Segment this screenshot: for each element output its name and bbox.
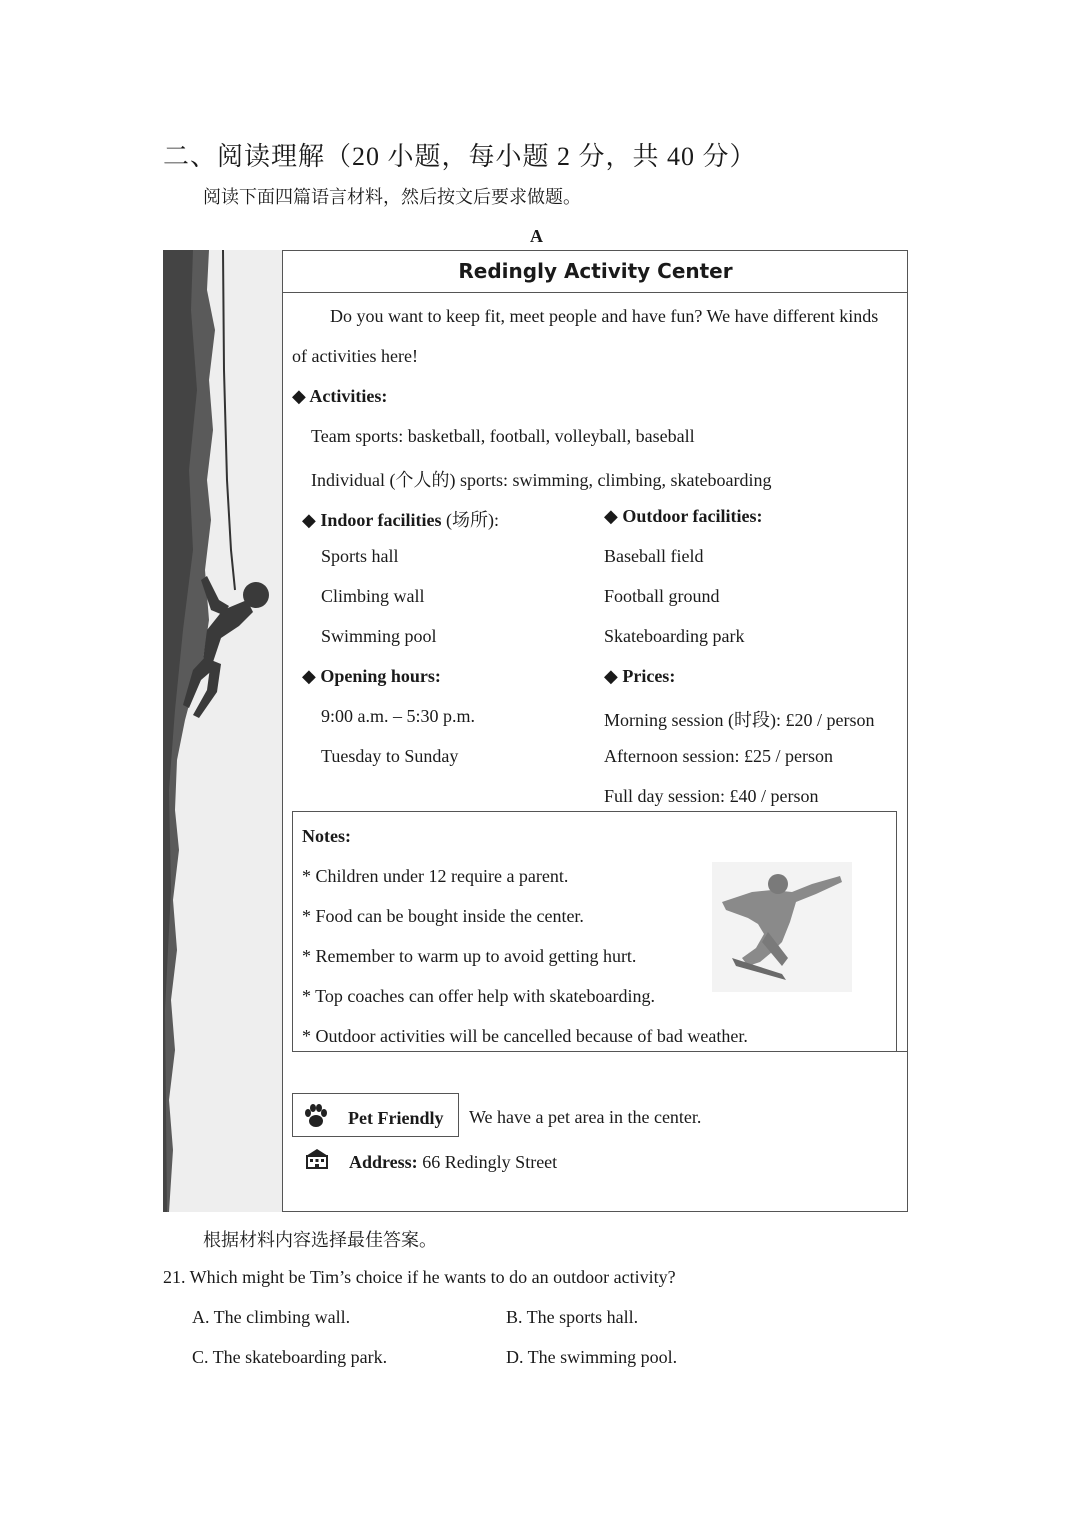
option-d: D. The swimming pool. <box>506 1347 678 1367</box>
skateboarder-illustration <box>712 862 852 992</box>
note-item: * Food can be bought inside the center. <box>302 906 584 926</box>
building-icon <box>304 1148 330 1170</box>
outdoor-item: Baseball field <box>604 546 704 566</box>
climber-illustration <box>163 250 283 1212</box>
address-value: 66 Redingly Street <box>417 1152 558 1172</box>
activities-heading <box>292 386 387 407</box>
team-sports: Team sports: basketball, football, volleyball, baseball <box>311 426 695 446</box>
option-b: B. The sports hall. <box>506 1307 639 1327</box>
hours-item: 9:00 a.m. – 5:30 p.m. <box>321 706 475 726</box>
activities-heading-text: Activities: <box>309 386 388 406</box>
pet-friendly-text: We have a pet area in the center. <box>469 1107 702 1127</box>
individual-sports: Individual (个人的) sports: swimming, climbing, skateboarding <box>311 470 772 490</box>
paw-icon <box>303 1104 329 1128</box>
price-item: Full day session: £40 / person <box>604 786 819 806</box>
outdoor-item: Skateboarding park <box>604 626 745 646</box>
diamond-bullet-icon: ◆ <box>292 386 306 406</box>
option-a: A. The climbing wall. <box>192 1307 351 1327</box>
notes-heading: Notes: <box>302 826 351 846</box>
intro-line-2: of activities here! <box>292 346 418 366</box>
indoor-heading-note: (场所): <box>441 510 500 530</box>
indoor-item: Climbing wall <box>321 586 425 606</box>
address <box>349 1152 557 1173</box>
notes-divider <box>897 1051 908 1052</box>
section-instruction: 阅读下面四篇语言材料，然后按文后要求做题。 <box>203 187 581 207</box>
hours-heading-text: Opening hours: <box>320 666 441 686</box>
indoor-item: Sports hall <box>321 546 399 566</box>
question-stem: 21. Which might be Tim’s choice if he wants to do an outdoor activity? <box>163 1267 676 1287</box>
pet-friendly-label: Pet Friendly <box>348 1108 444 1128</box>
price-item: Afternoon session: £25 / person <box>604 746 833 766</box>
skateboarder-image <box>712 862 852 992</box>
option-c: C. The skateboarding park. <box>192 1347 388 1367</box>
prices-heading <box>604 666 675 687</box>
price-item: Morning session (时段): £20 / person <box>604 710 875 730</box>
note-item: * Children under 12 require a parent. <box>302 866 569 886</box>
address-label: Address: <box>349 1152 418 1172</box>
note-item: * Outdoor activities will be cancelled because of bad weather. <box>302 1026 748 1046</box>
ad-title: Redingly Activity Center <box>283 250 908 293</box>
question-instruction: 根据材料内容选择最佳答案。 <box>203 1230 437 1250</box>
climber-image <box>163 250 283 1212</box>
prices-heading-text: Prices: <box>622 666 676 686</box>
indoor-item: Swimming pool <box>321 626 437 646</box>
hours-item: Tuesday to Sunday <box>321 746 459 766</box>
indoor-heading-text: Indoor facilities <box>320 510 442 530</box>
diamond-bullet-icon: ◆ <box>302 666 316 686</box>
outdoor-item: Football ground <box>604 586 720 606</box>
indoor-heading <box>302 506 499 532</box>
hours-heading <box>302 666 441 687</box>
pet-friendly-badge <box>292 1093 459 1137</box>
diamond-bullet-icon: ◆ <box>302 510 316 530</box>
diamond-bullet-icon: ◆ <box>604 666 618 686</box>
passage-label: A <box>530 226 543 246</box>
intro-line-1: Do you want to keep fit, meet people and have fun? We have different kinds <box>330 306 879 326</box>
note-item: * Top coaches can offer help with skateboarding. <box>302 986 655 1006</box>
outdoor-heading-text: Outdoor facilities: <box>622 506 763 526</box>
note-item: * Remember to warm up to avoid getting hurt. <box>302 946 637 966</box>
section-title: 二、阅读理解（20 小题，每小题 2 分，共 40 分） <box>163 142 757 171</box>
diamond-bullet-icon: ◆ <box>604 506 618 526</box>
outdoor-heading <box>604 506 763 527</box>
